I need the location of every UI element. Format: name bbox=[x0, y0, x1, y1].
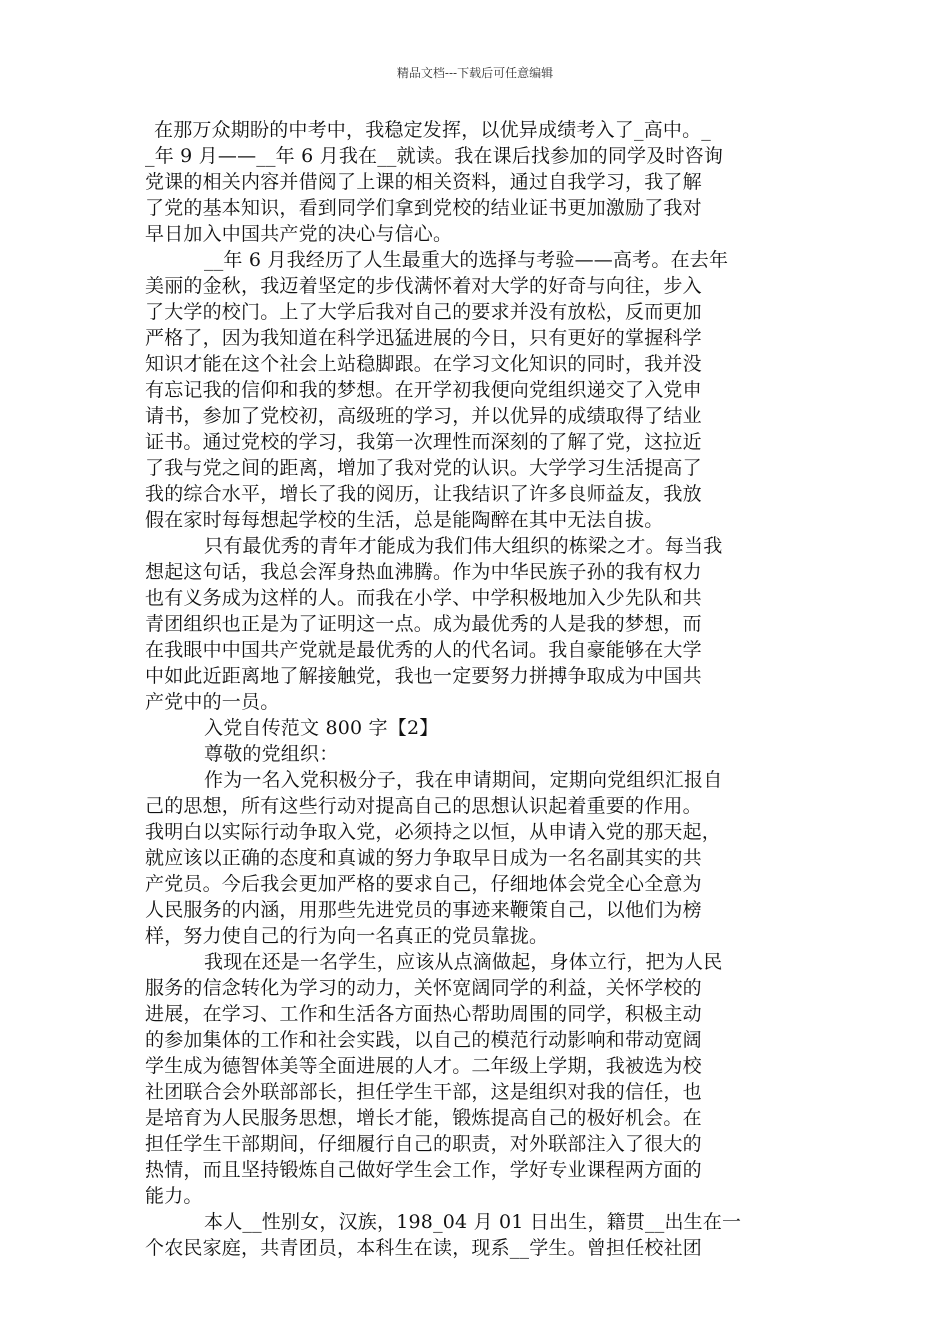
text-line: 严格了，因为我知道在科学迅猛进展的今日，只有更好的掌握科学 bbox=[145, 327, 702, 349]
salutation bbox=[145, 741, 812, 767]
text-line: 学生成为德智体美等全面进展的人才。二年级上学期，我被选为校 bbox=[145, 1055, 702, 1077]
text-line: 人民服务的内涵，用那些先进党员的事迹来鞭策自己，以他们为榜 bbox=[145, 899, 702, 921]
text-line: 尊敬的党组织： bbox=[204, 743, 339, 765]
text-line: 美丽的金秋，我迈着坚定的步伐满怀着对大学的好奇与向往，步入 bbox=[145, 275, 702, 297]
text-line: 是培育为人民服务思想，增长才能，锻炼提高自己的极好机会。在 bbox=[145, 1107, 702, 1129]
text-line: 个农民家庭，共青团员，本科生在读，现系__学生。曾担任校社团 bbox=[145, 1237, 703, 1259]
text-line: 在我眼中中国共产党就是最优秀的人的代名词。我自豪能够在大学 bbox=[145, 639, 702, 661]
text-line: 党课的相关内容并借阅了上课的相关资料，通过自我学习，我了解 bbox=[145, 171, 702, 193]
document-body bbox=[145, 117, 812, 1261]
paragraph-excellent-youth bbox=[145, 533, 812, 715]
text-line: 作为一名入党积极分子，我在申请期间，定期向党组织汇报自 bbox=[204, 769, 723, 791]
text-line: 了我与党之间的距离，增加了我对党的认识。大学学习生活提高了 bbox=[145, 457, 702, 479]
document-header: 精品文档---下载后可任意编辑 bbox=[396, 66, 554, 80]
text-line: 在那万众期盼的中考中，我稳定发挥，以优异成绩考入了_高中。_ bbox=[154, 119, 712, 141]
text-line: 青团组织也正是为了证明这一点。成为最优秀的人是我的梦想，而 bbox=[145, 613, 702, 635]
text-line: 有忘记我的信仰和我的梦想。在开学初我便向党组织递交了入党申 bbox=[145, 379, 702, 401]
text-line: 假在家时每每想起学校的生活，总是能陶醉在其中无法自拔。 bbox=[145, 509, 664, 531]
text-line: 担任学生干部期间，仔细履行自己的职责，对外联部注入了很大的 bbox=[145, 1133, 702, 1155]
paragraph-high-school bbox=[145, 117, 812, 247]
text-line: 本人__性别女，汉族，198_04 月 01 日出生，籍贯__出生在一 bbox=[204, 1211, 742, 1233]
text-line: 己的思想，所有这些行动对提高自己的思想认识起着重要的作用。 bbox=[145, 795, 702, 817]
text-line: 社团联合会外联部部长，担任学生干部，这是组织对我的信任，也 bbox=[145, 1081, 702, 1103]
text-line: 进展，在学习、工作和生活各方面热心帮助周围的同学，积极主动 bbox=[145, 1003, 702, 1025]
text-line: 我的综合水平，增长了我的阅历，让我结识了许多良师益友，我放 bbox=[145, 483, 702, 505]
text-line: 请书，参加了党校初，高级班的学习，并以优异的成绩取得了结业 bbox=[145, 405, 702, 427]
paragraph-personal-info bbox=[145, 1209, 812, 1261]
text-line: 能力。 bbox=[145, 1185, 203, 1207]
text-line: 入党自传范文 800 字【2】 bbox=[204, 717, 439, 739]
paragraph-college bbox=[145, 247, 812, 533]
text-line: _年 9 月——__年 6 月我在__就读。我在课后找参加的同学及时咨询 bbox=[145, 145, 724, 167]
paragraph-student bbox=[145, 949, 812, 1209]
text-line: 我明白以实际行动争取入党，必须持之以恒，从申请入党的那天起， bbox=[145, 821, 722, 843]
text-line: 就应该以正确的态度和真诚的努力争取早日成为一名名副其实的共 bbox=[145, 847, 702, 869]
text-line: 也有义务成为这样的人。而我在小学、中学积极地加入少先队和共 bbox=[145, 587, 702, 609]
text-line: 了大学的校门。上了大学后我对自己的要求并没有放松，反而更加 bbox=[145, 301, 702, 323]
text-line: 样，努力使自己的行为向一名真正的党员靠拢。 bbox=[145, 925, 549, 947]
text-line: 想起这句话，我总会浑身热血沸腾。作为中华民族子孙的我有权力 bbox=[145, 561, 702, 583]
text-line: 我现在还是一名学生，应该从点滴做起，身体立行，把为人民 bbox=[204, 951, 723, 973]
text-line: 产党员。今后我会更加严格的要求自己，仔细地体会党全心全意为 bbox=[145, 873, 702, 895]
paragraph-activist bbox=[145, 767, 812, 949]
text-line: 中如此近距离地了解接触党，我也一定要努力拼搏争取成为中国共 bbox=[145, 665, 702, 687]
text-line: 服务的信念转化为学习的动力，关怀宽阔同学的利益，关怀学校的 bbox=[145, 977, 702, 999]
text-line: 热情，而且坚持锻炼自己做好学生会工作，学好专业课程两方面的 bbox=[145, 1159, 702, 1181]
text-line: 产党中的一员。 bbox=[145, 691, 280, 713]
text-line: __年 6 月我经历了人生最重大的选择与考验——高考。在去年 bbox=[204, 249, 729, 271]
text-line: 知识才能在这个社会上站稳脚跟。在学习文化知识的同时，我并没 bbox=[145, 353, 702, 375]
text-line: 只有最优秀的青年才能成为我们伟大组织的栋梁之才。每当我 bbox=[204, 535, 723, 557]
text-line: 早日加入中国共产党的决心与信心。 bbox=[145, 223, 453, 245]
text-line: 了党的基本知识，看到同学们拿到党校的结业证书更加激励了我对 bbox=[145, 197, 702, 219]
text-line: 的参加集体的工作和社会实践，以自己的模范行动影响和带动宽阔 bbox=[145, 1029, 702, 1051]
text-line: 证书。通过党校的学习，我第一次理性而深刻的了解了党，这拉近 bbox=[145, 431, 702, 453]
section-title bbox=[145, 715, 812, 741]
